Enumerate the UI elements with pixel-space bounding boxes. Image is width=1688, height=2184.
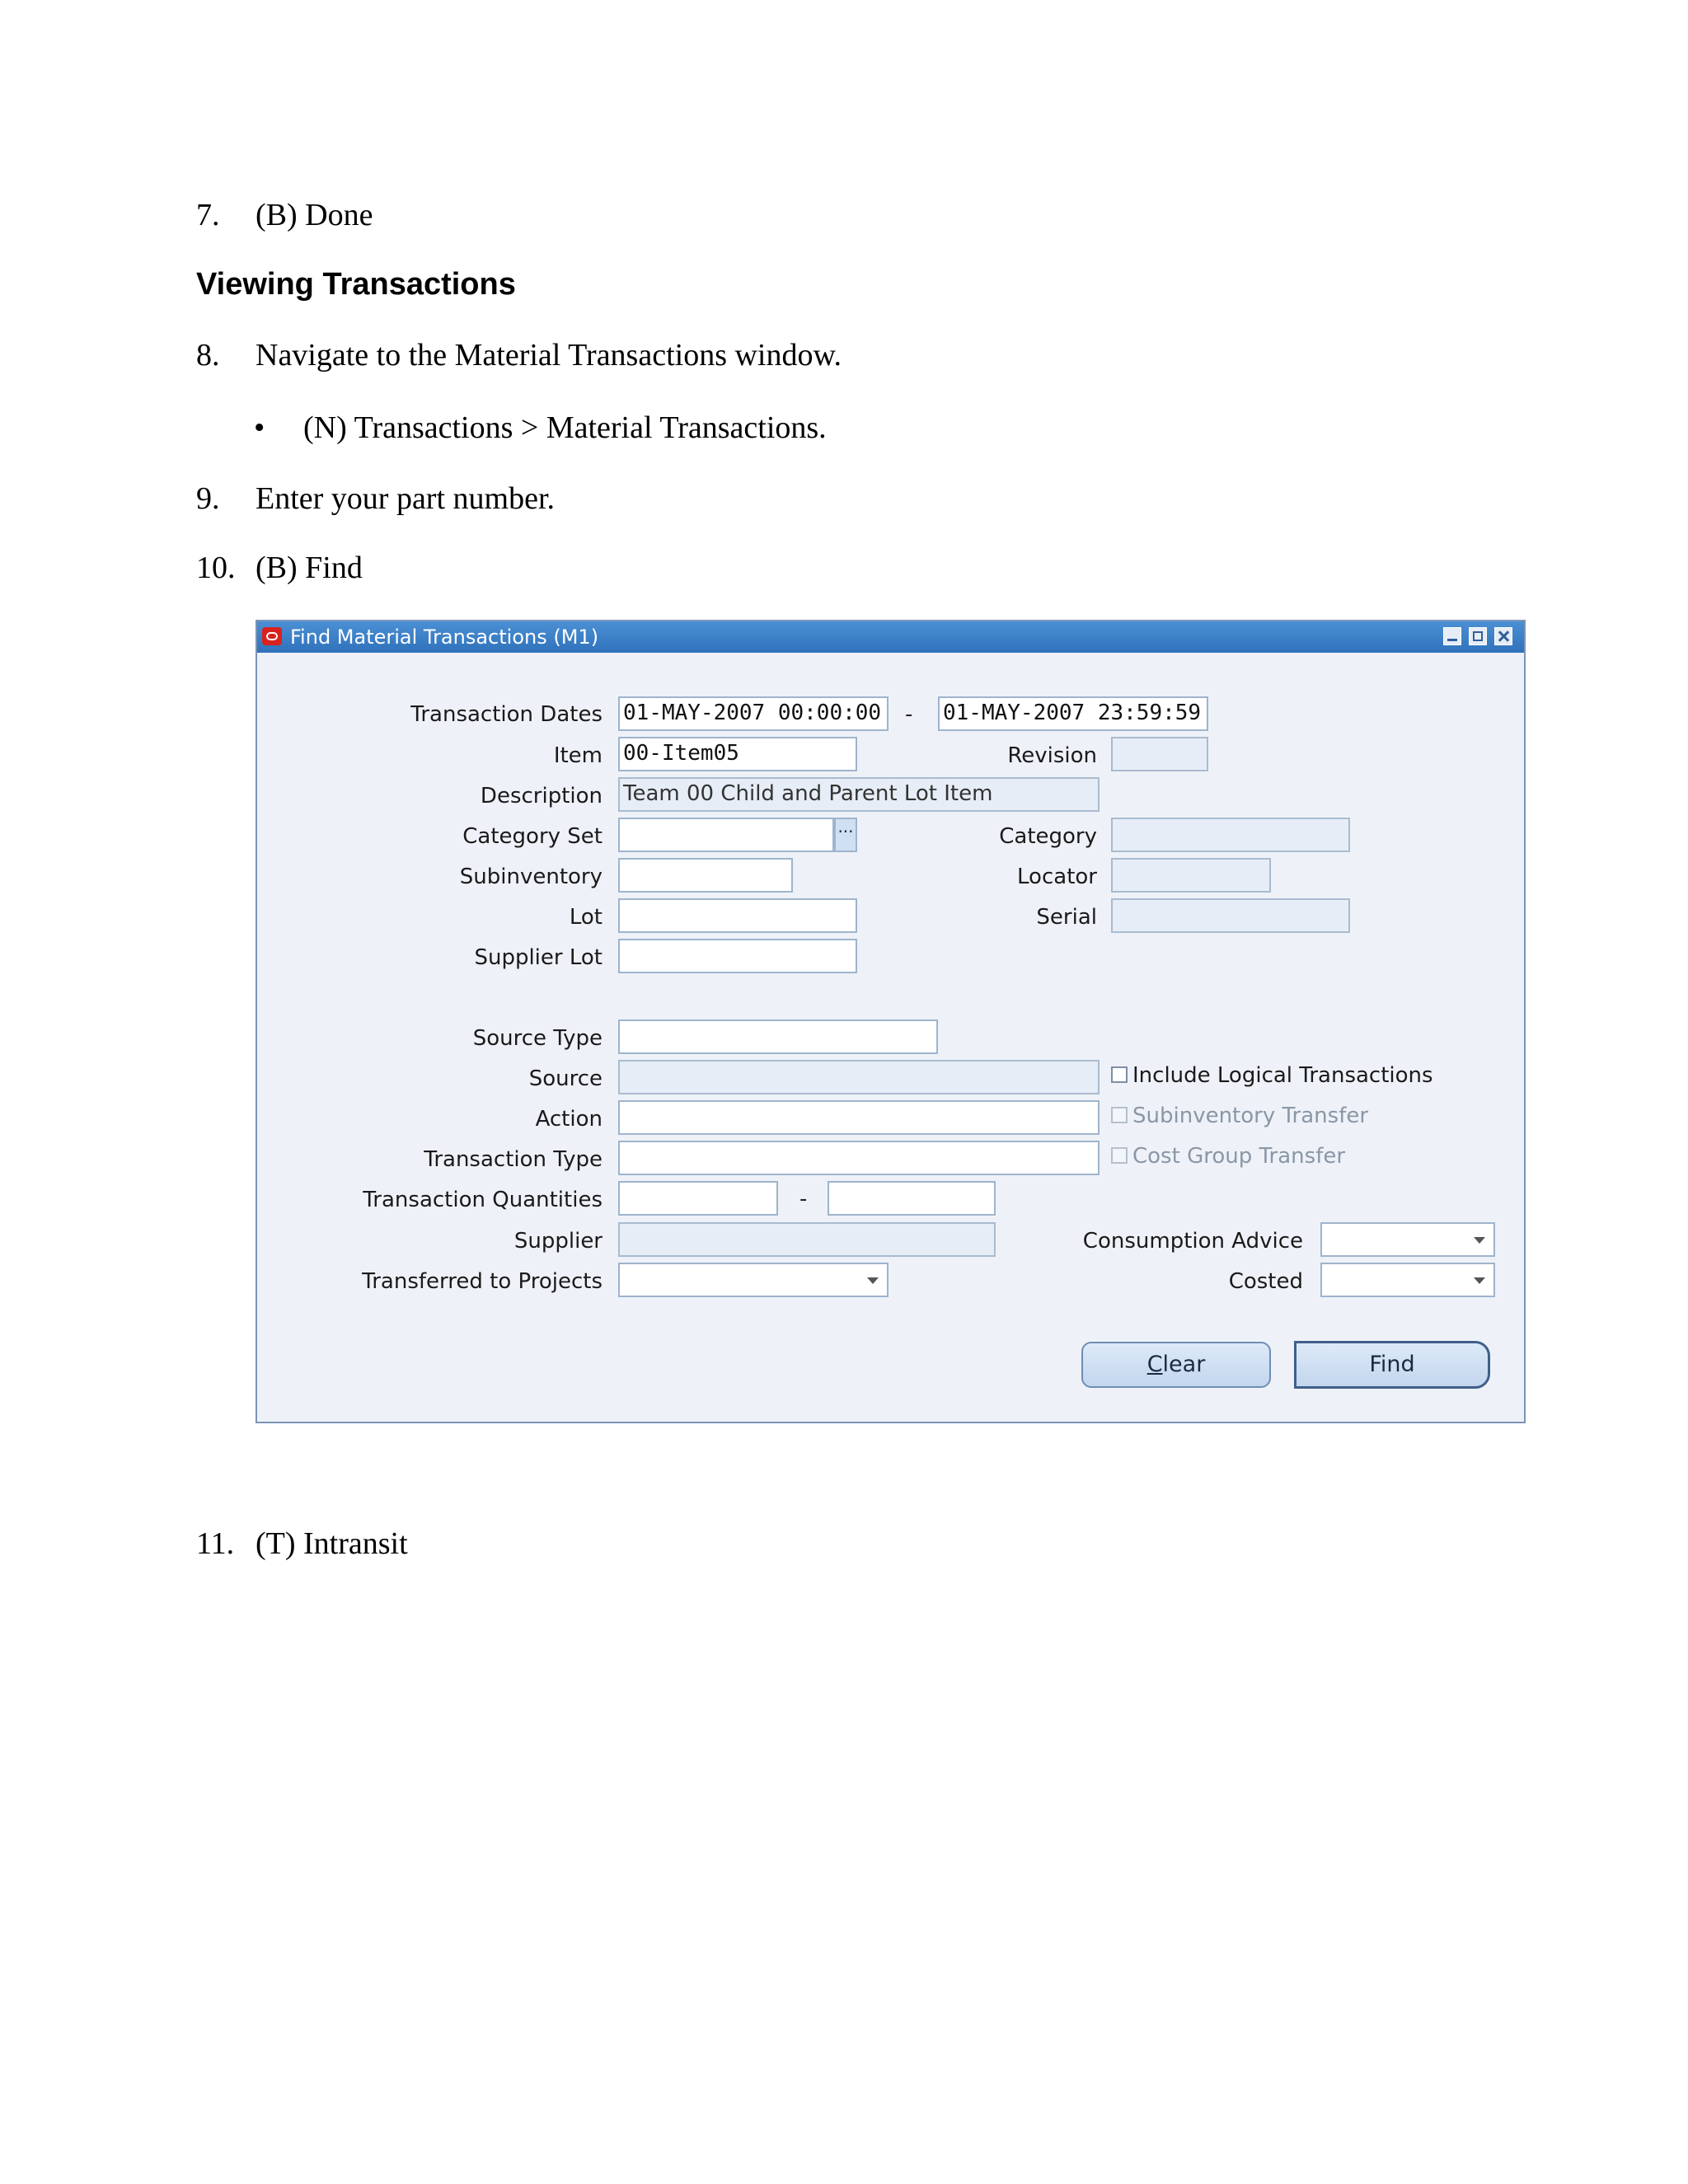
- transaction-dates-label: Transaction Dates: [410, 702, 603, 727]
- transferred-to-projects-select[interactable]: [618, 1263, 889, 1297]
- costed-label: Costed: [1228, 1269, 1303, 1294]
- list-of-values-icon[interactable]: ···: [834, 818, 857, 852]
- bullet-text: (N) Transactions > Material Transactions.: [303, 410, 827, 445]
- description-label: Description: [480, 784, 603, 808]
- find-button[interactable]: Find: [1294, 1341, 1490, 1389]
- action-field[interactable]: [618, 1100, 1100, 1135]
- category-set-field[interactable]: [618, 818, 834, 852]
- subinventory-label: Subinventory: [459, 865, 603, 889]
- cost-group-transfer-label: Cost Group Transfer: [1132, 1144, 1346, 1169]
- category-label: Category: [999, 824, 1097, 849]
- costed-select[interactable]: [1320, 1263, 1495, 1297]
- supplier-field[interactable]: [618, 1222, 996, 1257]
- revision-label: Revision: [1007, 743, 1097, 768]
- maximize-icon[interactable]: [1469, 627, 1487, 645]
- item-label: Item: [553, 743, 603, 768]
- step-text: (T) Intransit: [256, 1526, 408, 1561]
- quantity-from-field[interactable]: [618, 1181, 778, 1216]
- supplier-lot-label: Supplier Lot: [474, 945, 603, 970]
- category-field[interactable]: [1111, 818, 1350, 852]
- consumption-advice-select[interactable]: [1320, 1222, 1495, 1257]
- date-to-field[interactable]: 01-MAY-2007 23:59:59: [938, 696, 1208, 731]
- date-from-field[interactable]: 01-MAY-2007 00:00:00: [618, 696, 889, 731]
- window-title: Find Material Transactions (M1): [290, 626, 599, 649]
- clear-button[interactable]: [1081, 1342, 1271, 1388]
- transaction-quantities-label: Transaction Quantities: [363, 1188, 603, 1212]
- subinventory-transfer-label: Subinventory Transfer: [1132, 1104, 1369, 1128]
- step-text: (B) Find: [256, 551, 363, 585]
- quantity-to-field[interactable]: [828, 1181, 996, 1216]
- lot-label: Lot: [569, 905, 603, 930]
- quantity-range-dash: -: [799, 1187, 808, 1212]
- bullet-dot: •: [254, 410, 265, 445]
- oracle-logo-icon: [262, 627, 282, 645]
- source-label: Source: [528, 1066, 603, 1091]
- locator-label: Locator: [1017, 865, 1097, 889]
- consumption-advice-label: Consumption Advice: [1082, 1229, 1303, 1254]
- subinventory-field[interactable]: [618, 858, 793, 893]
- step-number: 7.: [196, 198, 220, 232]
- step-number: 8.: [196, 338, 220, 373]
- supplier-lot-field[interactable]: [618, 939, 857, 973]
- step-text: Navigate to the Material Transactions window.: [256, 338, 842, 373]
- close-icon[interactable]: [1494, 627, 1512, 645]
- transaction-type-field[interactable]: [618, 1141, 1100, 1175]
- description-field: Team 00 Child and Parent Lot Item: [618, 777, 1100, 812]
- step-text: Enter your part number.: [256, 481, 556, 516]
- lot-field[interactable]: [618, 898, 857, 933]
- item-field[interactable]: 00-Item05: [618, 737, 857, 771]
- step-number: 9.: [196, 481, 220, 516]
- subinventory-transfer-checkbox[interactable]: [1111, 1107, 1128, 1123]
- clear-label-rest: lear: [1162, 1352, 1206, 1377]
- minimize-icon[interactable]: [1443, 627, 1461, 645]
- section-heading: Viewing Transactions: [196, 267, 516, 302]
- include-logical-label: Include Logical Transactions: [1132, 1063, 1433, 1088]
- date-range-dash: -: [905, 702, 913, 727]
- include-logical-checkbox[interactable]: [1111, 1066, 1128, 1083]
- step-number: 10.: [196, 551, 236, 585]
- serial-field[interactable]: [1111, 898, 1350, 933]
- category-set-label: Category Set: [462, 824, 603, 849]
- revision-field[interactable]: [1111, 737, 1208, 771]
- transaction-type-label: Transaction Type: [424, 1147, 603, 1172]
- source-field[interactable]: [618, 1060, 1100, 1094]
- window-titlebar[interactable]: [257, 621, 1524, 653]
- locator-field[interactable]: [1111, 858, 1271, 893]
- supplier-label: Supplier: [513, 1229, 603, 1254]
- step-text: (B) Done: [256, 198, 373, 232]
- action-label: Action: [535, 1107, 603, 1132]
- clear-mnemonic: C: [1146, 1352, 1163, 1377]
- step-number: 11.: [196, 1526, 235, 1561]
- serial-label: Serial: [1036, 905, 1097, 930]
- find-material-transactions-window: [256, 620, 1526, 1423]
- cost-group-transfer-checkbox[interactable]: [1111, 1147, 1128, 1164]
- transferred-to-projects-label: Transferred to Projects: [362, 1269, 603, 1294]
- source-type-field[interactable]: [618, 1019, 938, 1054]
- source-type-label: Source Type: [472, 1026, 603, 1051]
